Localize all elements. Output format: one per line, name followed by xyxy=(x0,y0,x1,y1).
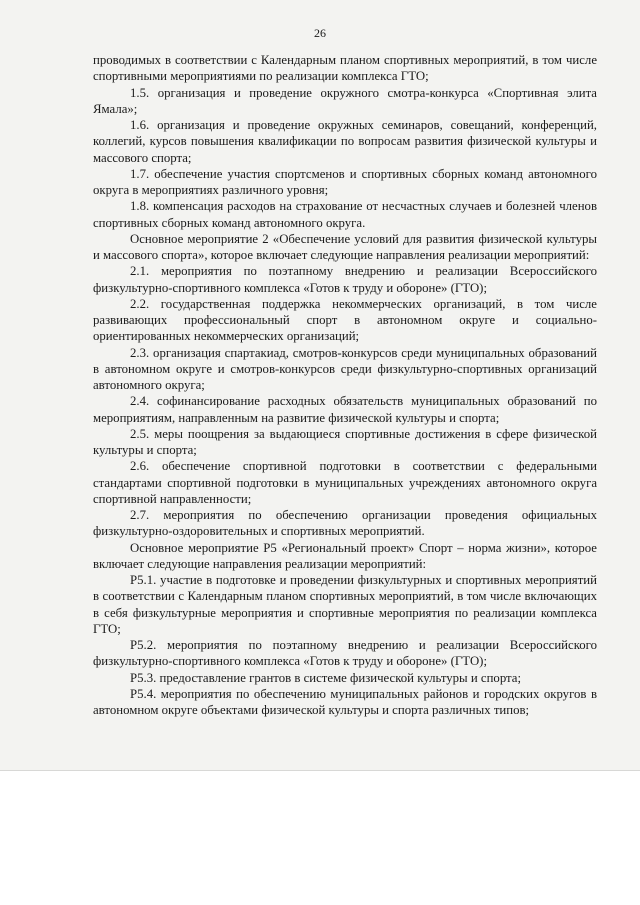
paragraph-item-1-7: 1.7. обеспечение участия спортсменов и спортивных сборных команд автономного округа в мероприятиях различного уровня; xyxy=(93,166,597,197)
paragraph-item-1-6: 1.6. организация и проведение окружных семинаров, совещаний, конференций, коллегий, курсов повышения квалификации по вопросам развития физической культуры и массового спорта; xyxy=(93,118,597,165)
paragraph-item-p5-1: Р5.1. участие в подготовке и проведении физкультурных и спортивных мероприятий в соответствии с Календарным планом спортивных мероприятий, в том числе включающих в себя физкультурные мероприятия и спортивные мероприятия по реализации комплекса ГТО; xyxy=(93,573,597,636)
paragraph-item-1-8: 1.8. компенсация расходов на страхование от несчастных случаев и болезней членов спортивных сборных команд автономного округа. xyxy=(93,199,597,230)
paragraph-item-p5-2: Р5.2. мероприятия по поэтапному внедрению и реализации Всероссийского физкультурно-спортивного комплекса «Готов к труду и обороне» (ГТО); xyxy=(93,638,597,669)
paragraph-main-activity-p5: Основное мероприятие Р5 «Региональный проект» Спорт – норма жизни», которое включает следующие направления реализации мероприятий: xyxy=(93,540,597,571)
paragraph-item-p5-4: Р5.4. мероприятия по обеспечению муниципальных районов и городских округов в автономном округе объектами физической культуры и спорта различных типов; xyxy=(93,686,597,717)
paragraph-item-2-6: 2.6. обеспечение спортивной подготовки в соответствии с федеральными стандартами спортивной подготовки в муниципальных учреждениях автономного округа спортивной направленности; xyxy=(93,459,597,506)
paragraph-item-2-3: 2.3. организация спартакиад, смотров-конкурсов среди муниципальных образований в автономном округе и смотров-конкурсов среди физкультурно-спортивных организаций автономного округа; xyxy=(93,345,597,392)
paragraph-item-2-7: 2.7. мероприятия по обеспечению организации проведения официальных физкультурно-оздоровительных и спортивных мероприятий. xyxy=(93,508,597,539)
paragraph-item-1-5: 1.5. организация и проведение окружного смотра-конкурса «Спортивная элита Ямала»; xyxy=(93,85,597,116)
paragraph-item-2-4: 2.4. софинансирование расходных обязательств муниципальных образований по мероприятиям, направленным на развитие физической культуры и спорта; xyxy=(93,394,597,425)
paragraph-item-2-2: 2.2. государственная поддержка некоммерческих организаций, в том числе развивающих профессиональный спорт в автономном округе и социально-ориентированных некоммерческих организаций; xyxy=(93,296,597,344)
page-number: 26 xyxy=(314,26,326,40)
paragraph-item-p5-3: Р5.3. предоставление грантов в системе физической культуры и спорта; xyxy=(130,670,522,685)
scan-edge-divider xyxy=(0,770,640,771)
paragraph-item-2-1: 2.1. мероприятия по поэтапному внедрению и реализации Всероссийского физкультурно-спортивного комплекса «Готов к труду и обороне» (ГТО); xyxy=(93,264,597,295)
paragraph-continuation: проводимых в соответствии с Календарным планом спортивных мероприятий, в том числе спортивными мероприятиями по реализации комплекса ГТО; xyxy=(93,53,597,84)
paragraph-main-activity-2: Основное мероприятие 2 «Обеспечение условий для развития физической культуры и массового спорта», которое включает следующие направления реализации мероприятий: xyxy=(93,231,597,262)
paragraph-item-2-5: 2.5. меры поощрения за выдающиеся спортивные достижения в сфере физической культуры и спорта; xyxy=(93,426,597,457)
document-body xyxy=(93,52,597,718)
